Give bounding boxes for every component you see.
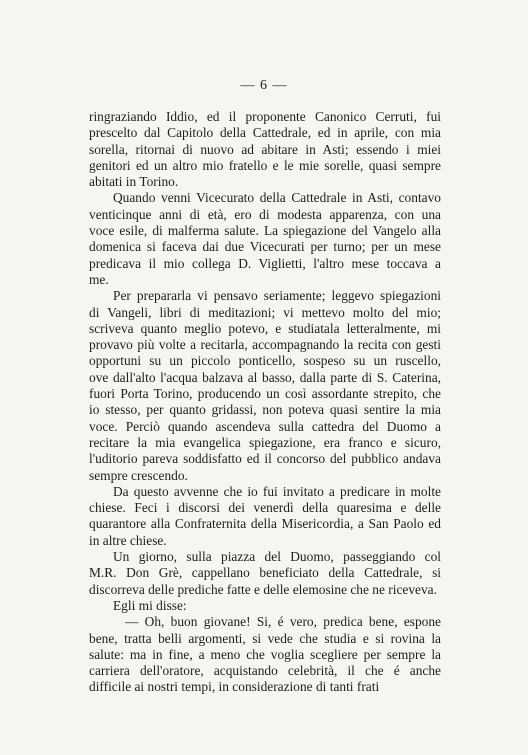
- text-line: — Oh, buon giovane! Si, é vero, predica bene, espone: [125, 614, 441, 630]
- text-line: scriveva quanto meglio potevo, e studiatala letteralmente, mi: [89, 320, 441, 336]
- text-line: discorreva delle prediche fatte e delle elemosine che ne riceveva.: [89, 581, 437, 597]
- text-line: Da questo avvenne che io fui invitato a predicare in molte: [113, 483, 441, 499]
- text-line: me.: [89, 271, 109, 287]
- text-line: sorella, ritornai di nuovo ad abitare in Asti; essendo i miei: [89, 141, 441, 157]
- text-line: salute: ma in fine, a meno che voglia scegliere per sempre la: [89, 646, 441, 662]
- text-line: voce. Perciò quando ascendeva sulla cattedra del Duomo a: [89, 418, 441, 434]
- text-line: quarantore alla Confraternita della Misericordia, a San Paolo ed: [89, 516, 441, 532]
- text-line: predicava il mio collega D. Viglietti, l'altro mese toccava a: [89, 255, 441, 271]
- text-line: io stesso, per quanto gridassi, non poteva quasi sentire la mia: [89, 402, 441, 418]
- text-line: Un giorno, sulla piazza del Duomo, passeggiando col: [113, 549, 441, 565]
- page-number: — 6 —: [240, 78, 288, 93]
- text-line: abitati in Torino.: [89, 174, 179, 190]
- text-line: ringraziando Iddio, ed il proponente Canonico Cerruti, fui: [89, 109, 441, 124]
- text-line: venticinque anni di età, ero di modesta apparenza, con una: [89, 206, 441, 222]
- text-line: prescelto dal Capitolo della Cattedrale, ed in aprile, con mia: [89, 125, 441, 141]
- text-line: voce esile, di malferma salute. La spiegazione del Vangelo alla: [89, 223, 441, 239]
- text-line: fuori Porta Torino, producendo un così assordante strepito, che: [89, 386, 441, 402]
- text-line: difficile ai nostri tempi, in considerazione di tanti frati: [89, 679, 380, 695]
- text-line: genitori ed un altro mio fratello e le mie sorelle, quasi sempre: [89, 157, 441, 173]
- text-line: l'uditorio pareva soddisfatto ed il concorso del pubblico andava: [89, 451, 441, 467]
- text-line: M.R. Don Grè, cappellano beneficiato della Cattedrale, si: [89, 565, 441, 581]
- text-line: provavo più volte a recitarla, accompagnando la recita con gesti: [89, 337, 441, 353]
- text-line: chiese. Feci i discorsi dei venerdì della quaresima e delle: [89, 500, 441, 516]
- text-line: Egli mi disse:: [113, 597, 187, 613]
- text-line: Per prepararla vi pensavo seriamente; leggevo spiegazioni: [113, 288, 441, 304]
- text-line: opportuni su un piccolo ponticello, sospeso su un ruscello,: [89, 353, 441, 369]
- text-line: Quando venni Vicecurato della Cattedrale in Asti, contavo: [113, 190, 441, 206]
- text-line: di Vangeli, libri di meditazioni; vi mettevo molto del mio;: [89, 304, 441, 320]
- text-line: in altre chiese.: [89, 532, 167, 548]
- text-line: recitare la mia evangelica spiegazione, era franco e sicuro,: [89, 434, 441, 450]
- text-line: bene, tratta belli argomenti, si vede che studia e si rovina la: [89, 630, 441, 646]
- text-line: domenica si faceva dai due Vicecurati per turno; per un mese: [89, 239, 441, 255]
- body-text: [89, 109, 441, 696]
- text-line: carriera dell'oratore, acquistando celebrità, il che é anche: [89, 663, 441, 679]
- text-line: sempre crescendo.: [89, 467, 188, 483]
- text-line: ove dall'alto l'acqua balzava al basso, dalla parte di S. Caterina,: [89, 369, 441, 385]
